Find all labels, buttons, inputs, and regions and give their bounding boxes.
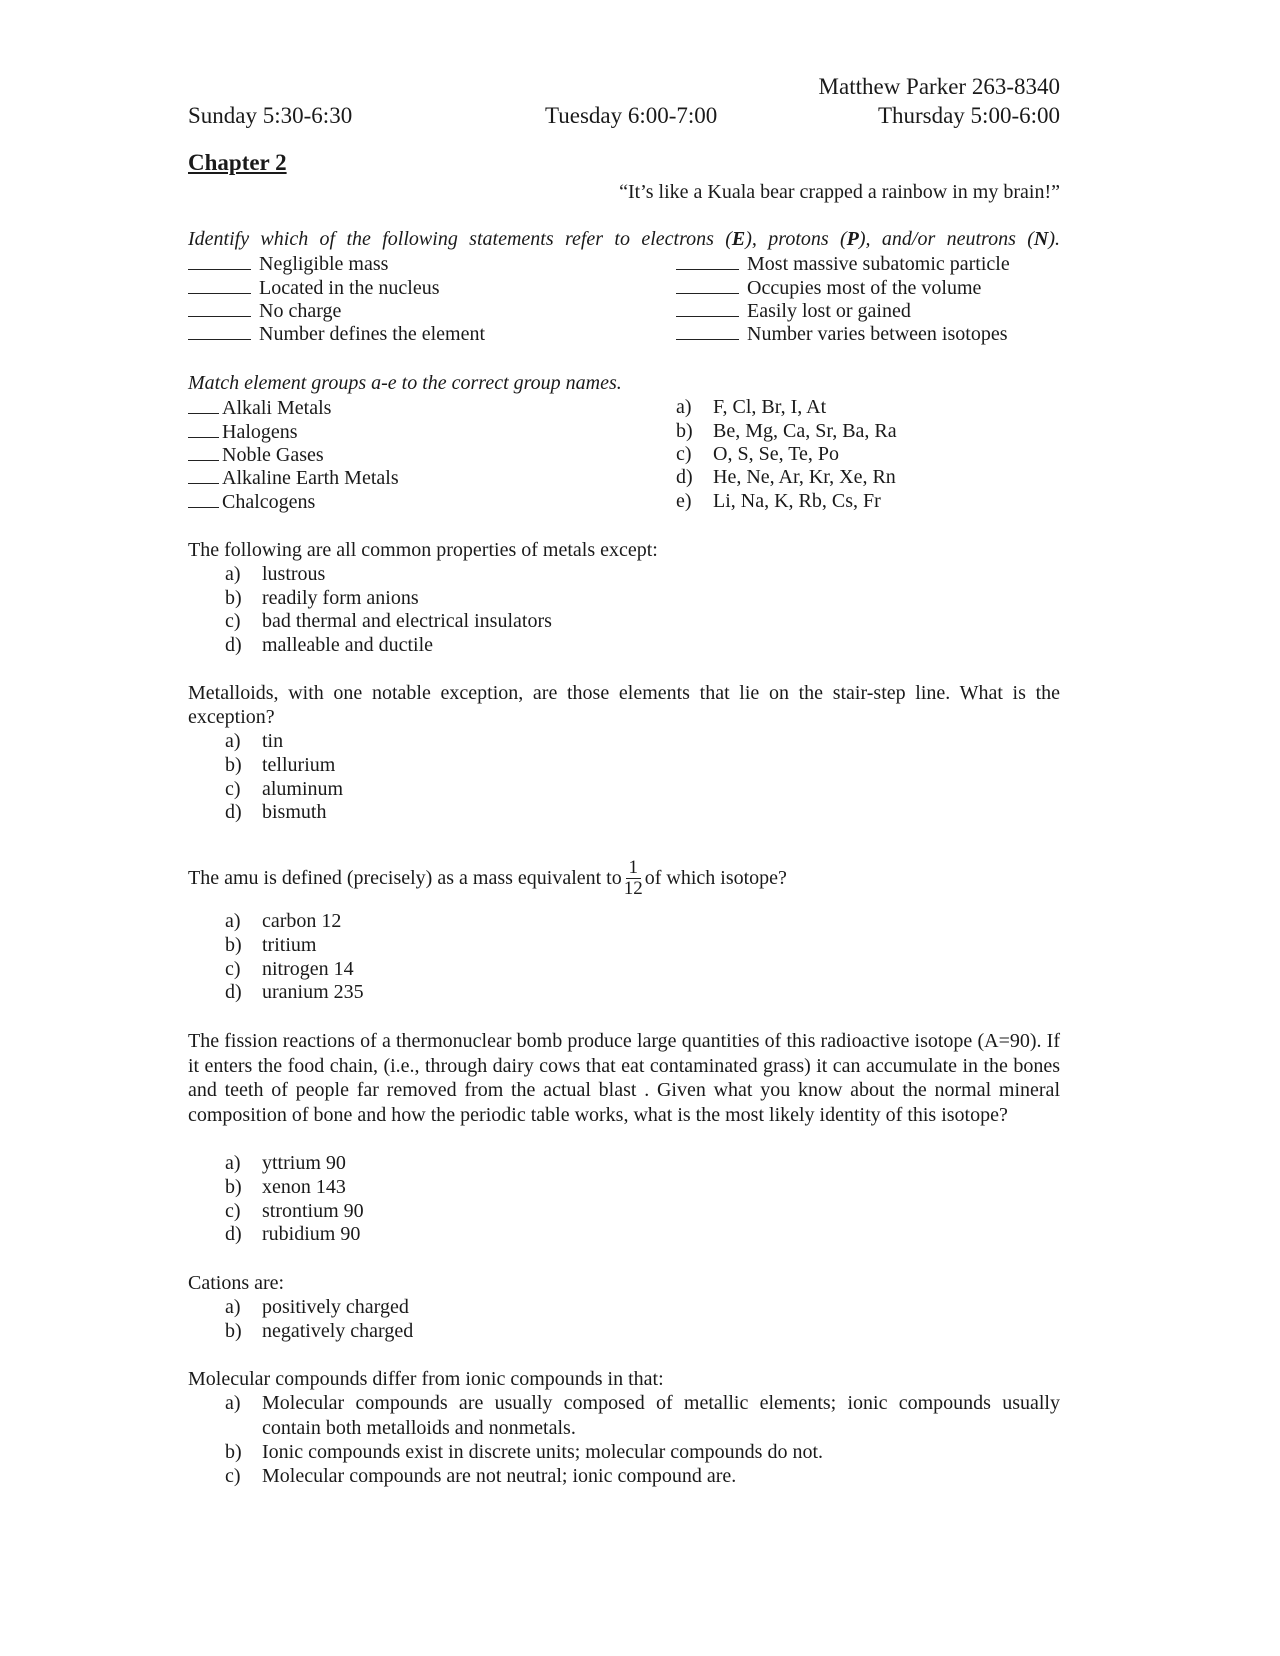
author-contact: Matthew Parker 263-8340	[818, 74, 1060, 99]
q8-option[interactable]: c) Molecular compounds are not neutral; ionic compound are.	[225, 1465, 737, 1487]
answer-blank[interactable]	[676, 298, 739, 317]
q8-option[interactable]: b) Ionic compounds exist in discrete units; molecular compounds do not.	[225, 1441, 824, 1463]
q7-question: Cations are:	[188, 1272, 285, 1294]
answer-blank[interactable]	[188, 442, 219, 461]
q1-right-item: Easily lost or gained	[676, 298, 911, 323]
q2-instruction: Match element groups a-e to the correct group names.	[188, 372, 622, 394]
answer-blank[interactable]	[188, 489, 219, 508]
q2-name-item: Alkali Metals	[188, 395, 331, 420]
q6-option[interactable]: b) xenon 143	[225, 1176, 346, 1198]
q4-option[interactable]: d) bismuth	[225, 801, 327, 823]
q2-name-item: Halogens	[188, 419, 298, 444]
q3-option[interactable]: c) bad thermal and electrical insulators	[225, 610, 552, 632]
chapter-title: Chapter 2	[188, 150, 287, 175]
q3-question: The following are all common properties of metals except:	[188, 539, 658, 561]
q4-option[interactable]: a) tin	[225, 730, 284, 752]
answer-blank[interactable]	[676, 251, 739, 270]
q1-right-item: Occupies most of the volume	[676, 275, 981, 300]
answer-blank[interactable]	[188, 251, 251, 270]
answer-blank[interactable]	[188, 465, 219, 484]
q2-name-item: Noble Gases	[188, 442, 324, 467]
q1-left-item: Negligible mass	[188, 251, 388, 276]
q1-left-item: Number defines the element	[188, 321, 485, 346]
q2-group-item: c) O, S, Se, Te, Po	[676, 443, 840, 465]
answer-blank[interactable]	[676, 275, 739, 294]
quote: “It’s like a Kuala bear crapped a rainbow in my brain!”	[619, 181, 1060, 203]
q8-option[interactable]: a) Molecular compounds are usually composed of metallic elements; ionic compounds usually contain both metalloids and nonmetals.	[225, 1392, 1060, 1439]
q1-right-item: Most massive subatomic particle	[676, 251, 1010, 276]
q2-name-item: Alkaline Earth Metals	[188, 465, 399, 490]
q2-group-item: e) Li, Na, K, Rb, Cs, Fr	[676, 490, 881, 512]
q4-option[interactable]: c) aluminum	[225, 778, 344, 800]
q3-option[interactable]: d) malleable and ductile	[225, 634, 434, 656]
q7-option[interactable]: b) negatively charged	[225, 1320, 414, 1342]
q7-option[interactable]: a) positively charged	[225, 1296, 409, 1318]
q8-question: Molecular compounds differ from ionic compounds in that:	[188, 1368, 664, 1390]
q5-question: The amu is defined (precisely) as a mass equivalent to $\frac{1}{12}$ of which isotope?	[188, 856, 787, 899]
q2-group-item: a) F, Cl, Br, I, At	[676, 396, 827, 418]
q4-question-line1: Metalloids, with one notable exception, are those elements that lie on the stair-step line. What is the	[188, 682, 1060, 704]
answer-blank[interactable]	[188, 275, 251, 294]
thursday-hours: Thursday 5:00-6:00	[877, 103, 1060, 128]
q1-left-item: Located in the nucleus	[188, 275, 440, 300]
sunday-hours: Sunday 5:30-6:30	[188, 103, 353, 128]
q5-option[interactable]: d) uranium 235	[225, 981, 364, 1003]
q6-option[interactable]: c) strontium 90	[225, 1200, 364, 1222]
fraction: $\frac{1}{12}$	[623, 856, 643, 899]
answer-blank[interactable]	[188, 298, 251, 317]
tuesday-hours: Tuesday 6:00-7:00	[545, 103, 718, 128]
q3-option[interactable]: b) readily form anions	[225, 587, 419, 609]
answer-blank[interactable]	[188, 321, 251, 340]
q6-option[interactable]: d) rubidium 90	[225, 1223, 361, 1245]
answer-blank[interactable]	[188, 395, 219, 414]
q3-option[interactable]: a) lustrous	[225, 563, 326, 585]
q2-name-item: Chalcogens	[188, 489, 315, 514]
q4-question-line2: exception?	[188, 706, 275, 728]
q6-option[interactable]: a) yttrium 90	[225, 1152, 346, 1174]
q1-instruction-line: Identify which of the following statements refer to electrons (E), protons (P), and/or neutrons (N).	[188, 228, 1060, 250]
q4-option[interactable]: b) tellurium	[225, 754, 336, 776]
q1-left-item: No charge	[188, 298, 341, 323]
q5-option[interactable]: c) nitrogen 14	[225, 958, 354, 980]
q1-right-item: Number varies between isotopes	[676, 321, 1007, 346]
answer-blank[interactable]	[676, 321, 739, 340]
q6-question: The fission reactions of a thermonuclear bomb produce large quantities of this radioactive isotope (A=90). If it enters the food chain, (i.e., through dairy cows that eat contaminated grass) it can accumulate in the bones and teeth of people far removed from the actual blast . Given what you know about the normal mineral composition of bone and how the periodic table works, what is the most likely identity of this isotope?	[188, 1030, 1060, 1126]
q5-option[interactable]: a) carbon 12	[225, 910, 342, 932]
answer-blank[interactable]	[188, 419, 219, 438]
q2-group-item: b) Be, Mg, Ca, Sr, Ba, Ra	[676, 420, 897, 442]
q5-option[interactable]: b) tritium	[225, 934, 317, 956]
q2-group-item: d) He, Ne, Ar, Kr, Xe, Rn	[676, 466, 896, 488]
